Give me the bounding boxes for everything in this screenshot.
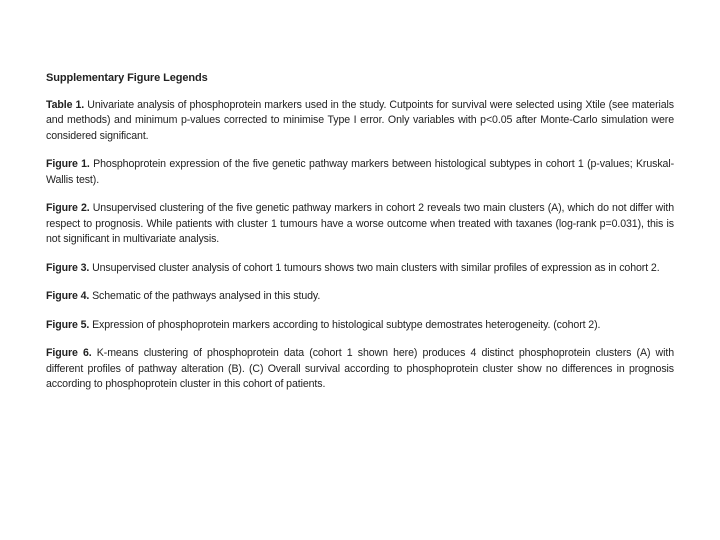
- figure-legends-content: [46, 71, 674, 406]
- figure-legend-paragraph: [46, 157, 674, 188]
- figure-legend-text: Unsupervised cluster analysis of cohort 1 tumours shows two main clusters with similar profiles of expression as in cohort 2.: [89, 261, 660, 274]
- figure-legend-label: Figure 6.: [46, 347, 92, 359]
- page-title: Supplementary Figure Legends: [46, 72, 208, 84]
- figure-legend-text: Schematic of the pathways analysed in this study.: [89, 290, 321, 302]
- figure-legend-text: Expression of phosphoprotein markers according to histological subtype demostrates heterogeneity. (cohort 2).: [89, 318, 601, 331]
- figure-legend-paragraph: [46, 289, 674, 305]
- figure-legend-paragraph: [46, 201, 674, 248]
- figure-legend-label: Figure 3.: [46, 261, 90, 274]
- figure-legends-list: [46, 98, 674, 393]
- figure-legend-text: Univariate analysis of phosphoprotein markers used in the study. Cutpoints for survival were selected using Xtile (see materials and methods) and minimum p-values corrected to minimise Type I error. Only variables with p<0.05 after Monte-Carlo simulation were considered significant.: [46, 98, 674, 142]
- figure-legend-paragraph: [46, 261, 674, 277]
- figure-legend-paragraph: [46, 318, 674, 334]
- figure-legend-paragraph: [46, 346, 674, 393]
- figure-legend-label: Figure 1.: [46, 158, 90, 170]
- figure-legend-text: Unsupervised clustering of the five genetic pathway markers in cohort 2 reveals two main clusters (A), which do not differ with respect to prognosis. While patients with cluster 1 tumours have a worse outcome when treated with taxanes (log-rank p=0.031), this is not significant in multivariate analysis.: [46, 202, 674, 245]
- figure-legend-label: Figure 2.: [46, 202, 90, 214]
- figure-legend-label: Figure 4.: [46, 290, 90, 302]
- figure-legend-label: Table 1.: [46, 98, 85, 111]
- figure-legend-text: Phosphoprotein expression of the five genetic pathway markers between histological subtypes in cohort 1 (p-values; Kruskal-Wallis test).: [46, 158, 675, 186]
- figure-legend-text: K-means clustering of phosphoprotein data (cohort 1 shown here) produces 4 distinct phosphoprotein clusters (A) with different profiles of pathway alteration (B). (C) Overall survival according to phosphoprotein cluster show no differences in prognosis according to phosphoprotein cluster in this cohort of patients.: [46, 347, 674, 390]
- figure-legend-label: Figure 5.: [46, 318, 90, 331]
- figure-legend-paragraph: [46, 98, 674, 145]
